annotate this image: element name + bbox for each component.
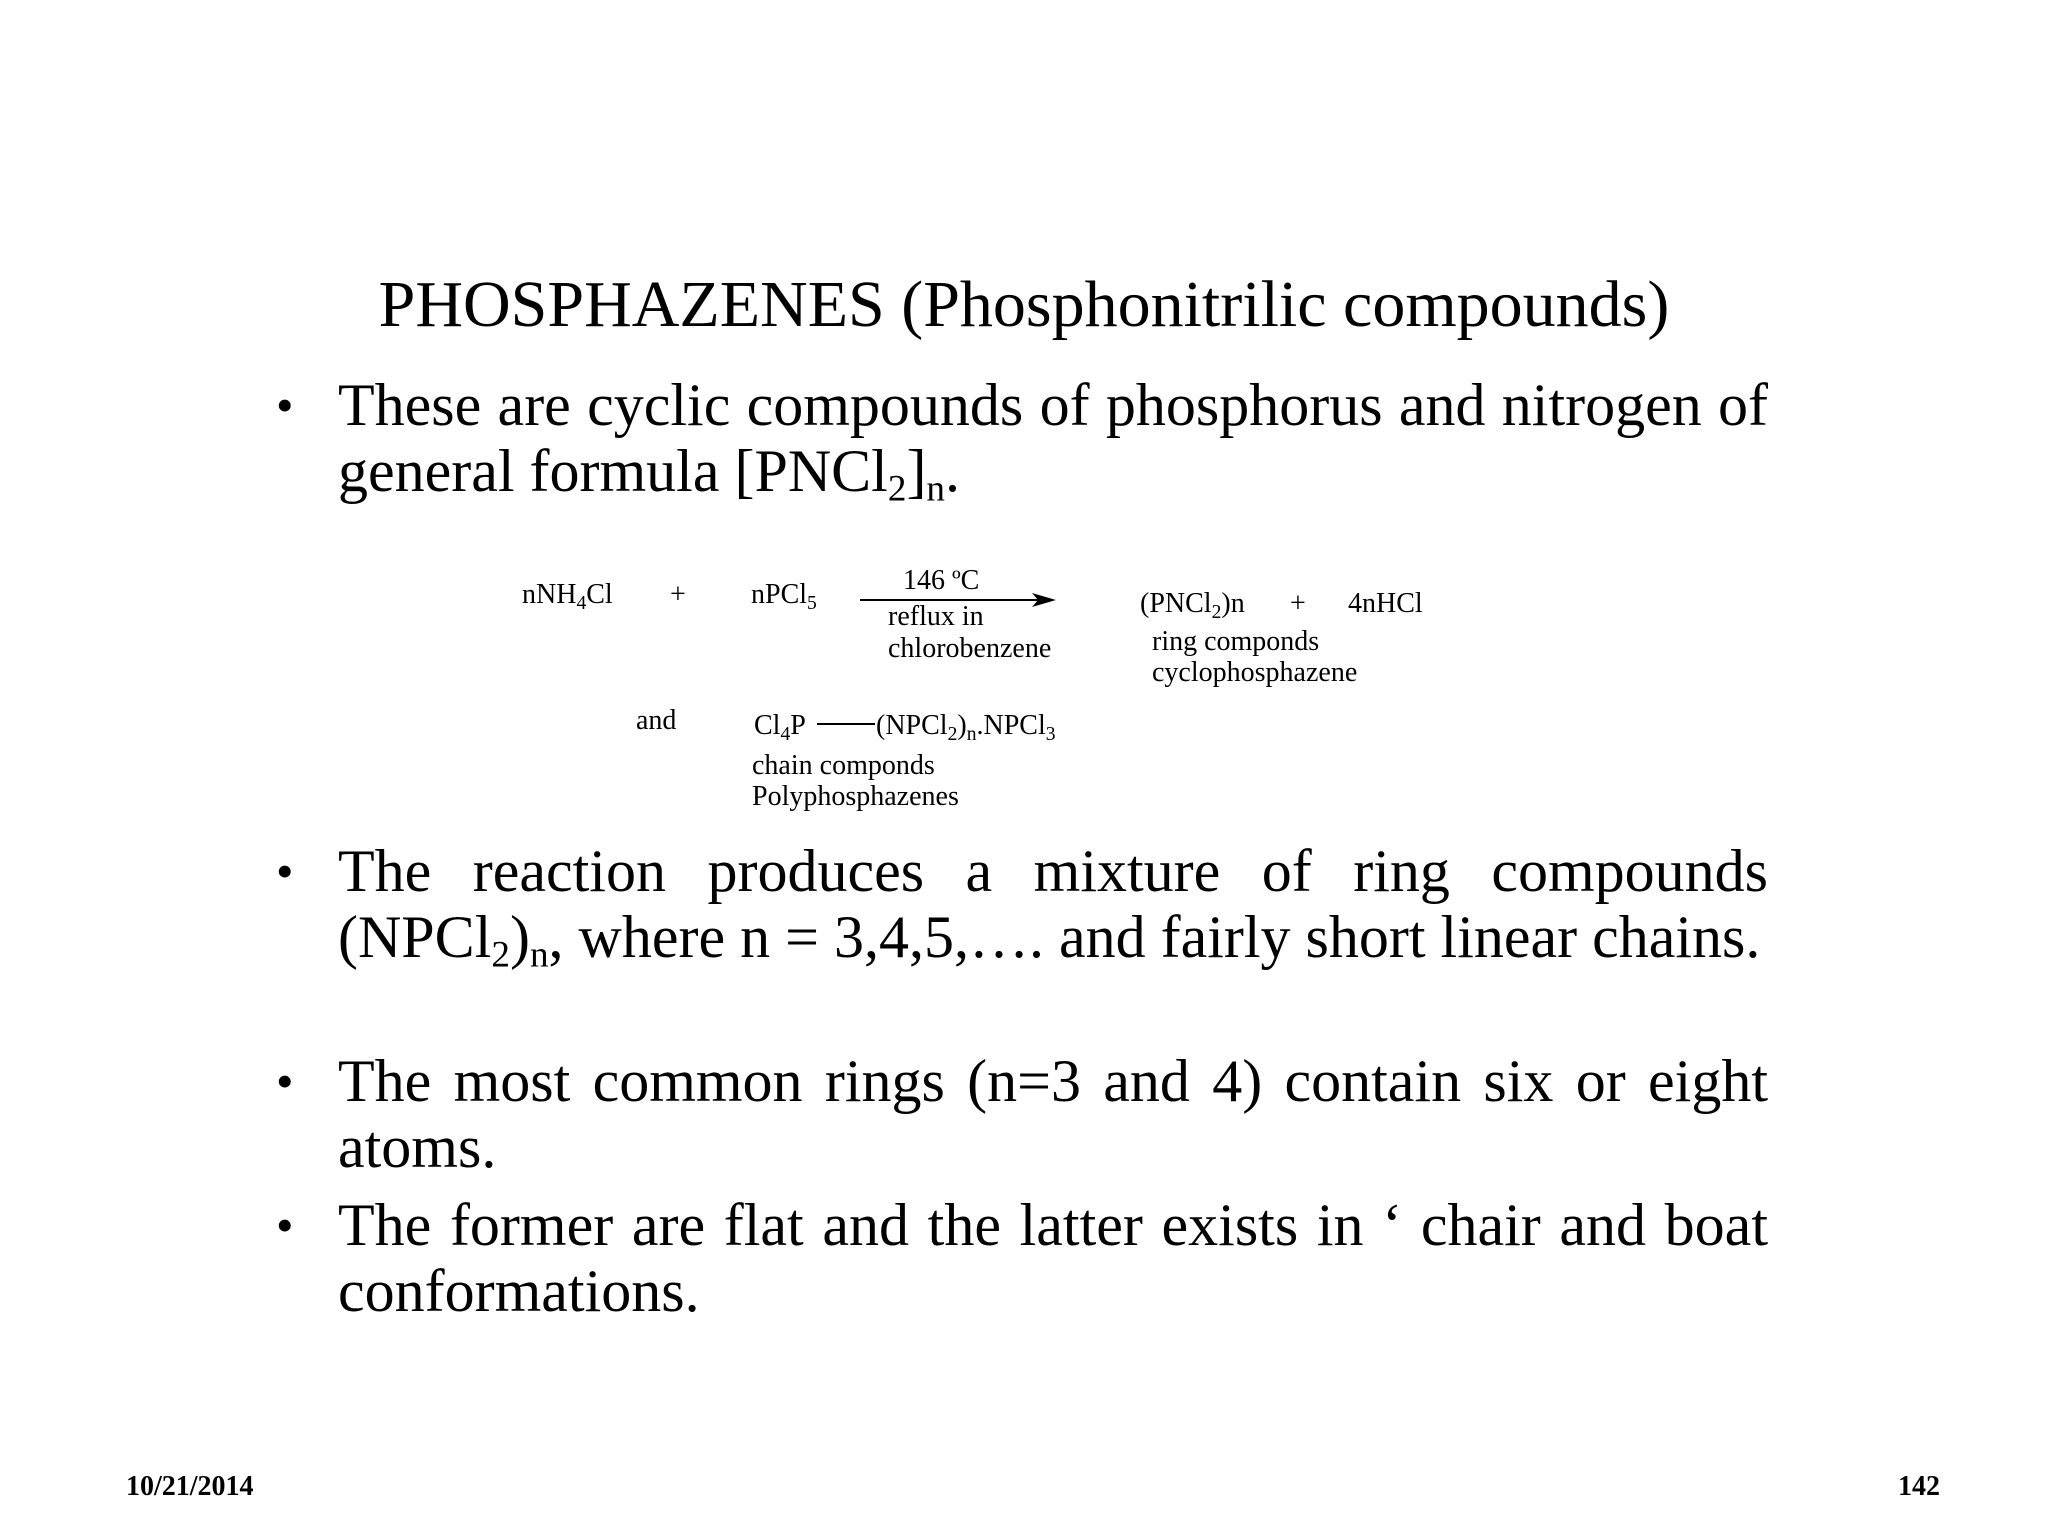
bullet-marker: • <box>276 843 294 899</box>
bullet-text: The reaction produces a mixture of ring compounds (NPCl <box>338 838 1768 970</box>
and-label: and <box>636 705 677 736</box>
plus-sign: + <box>670 579 686 610</box>
chain-end-group: $Cl_4P$ <box>754 710 806 745</box>
reaction-arrow-icon <box>860 592 1056 608</box>
bullet-marker: • <box>276 377 294 433</box>
plus-sign: + <box>1290 588 1306 619</box>
bullet-text: , where n = 3,4,5,…. and fairly short linear chains. <box>548 904 1761 970</box>
reaction-temperature: 146 ºC <box>903 565 980 596</box>
chain-label: chain componds <box>752 750 935 781</box>
product-cyclic: (PNCl$_2$)n <box>1140 588 1245 623</box>
subscript: n <box>926 468 946 510</box>
chemical-bond <box>817 723 875 725</box>
chain-formula: $(NPCl_2)_n.NPCl_3$ <box>876 710 1056 745</box>
reactant-nh4cl: nNH$_4$Cl <box>522 579 613 614</box>
bullet-text: ] <box>906 438 927 504</box>
bullet-item <box>276 372 1768 510</box>
subscript: 2 <box>491 934 510 976</box>
bullet-text: The most common rings (n=3 and 4) contain six or eight atoms. <box>338 1048 1768 1180</box>
slide-title: PHOSPHAZENES (Phosphonitrilic compounds) <box>378 268 1670 341</box>
chain-label: Polyphosphazenes <box>752 781 959 812</box>
subscript: 2 <box>887 468 907 510</box>
bullet-text: ) <box>509 904 530 970</box>
reaction-condition: reflux in <box>888 601 984 632</box>
subscript: n <box>529 934 549 976</box>
reactant-npcl5: nPCl$_5$ <box>751 579 817 614</box>
page-number: 142 <box>1898 1471 1940 1502</box>
reaction-solvent: chlorobenzene <box>888 633 1052 664</box>
bullet-text: . <box>945 438 961 504</box>
bullet-item <box>276 1192 1768 1324</box>
bullet-marker: • <box>276 1197 294 1253</box>
bullet-item <box>276 1048 1768 1180</box>
bullet-text: The former are flat and the latter exists in ‘ chair and boat conformations. <box>338 1192 1768 1324</box>
bullet-text: These are cyclic compounds of phosphorus and nitrogen of general formula [PNCl <box>338 372 1768 504</box>
ring-label: cyclophosphazene <box>1152 657 1358 688</box>
ring-label: ring componds <box>1152 626 1320 657</box>
bullet-marker: • <box>276 1053 294 1109</box>
footer-date: 10/21/2014 <box>126 1471 254 1502</box>
bullet-item <box>276 838 1768 976</box>
product-hcl: 4nHCl <box>1348 588 1423 619</box>
